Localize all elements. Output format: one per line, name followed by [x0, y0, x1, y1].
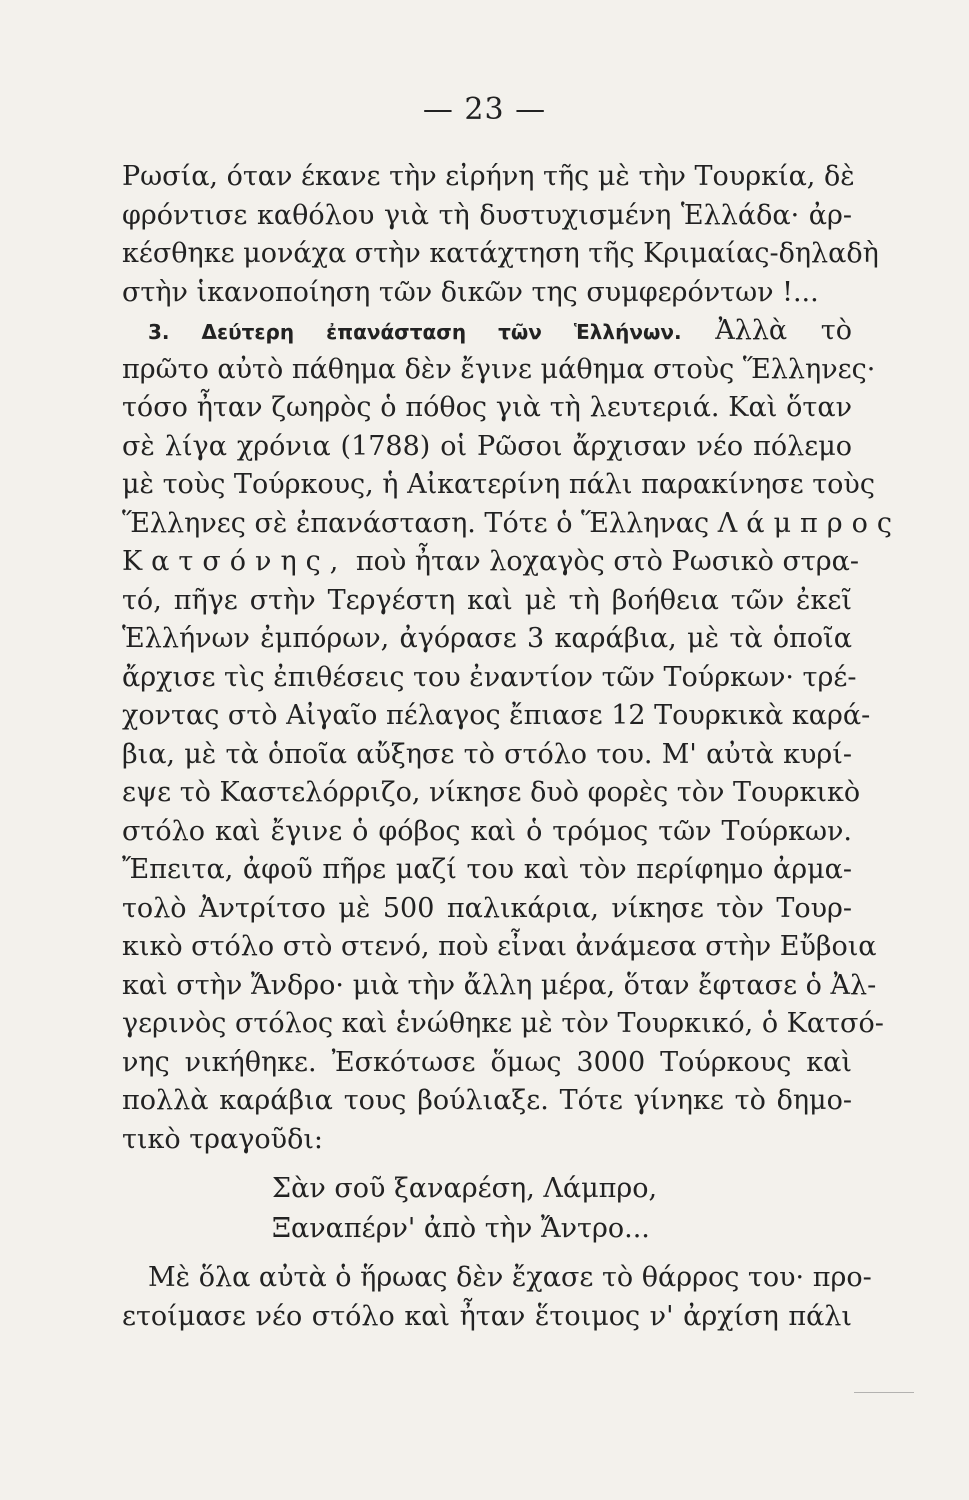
text-line: πολλὰ καράβια τους βούλιαξε. Τότε γίνηκε τὸ δημο-	[122, 1085, 852, 1116]
text-line: στόλο καὶ ἔγινε ὁ φόβος καὶ ὁ τρόμος τῶν Τούρκων.	[122, 815, 852, 847]
section-heading: 3. Δεύτερη ἐπανάσταση τῶν Ἑλλήνων.	[148, 320, 682, 344]
text-line: τόσο ἦταν ζωηρὸς ὁ πόθος γιὰ τὴ λευτεριά. Καὶ ὅταν	[122, 392, 852, 423]
print-smudge	[854, 1392, 914, 1401]
text-line: γερινὸς στόλος καὶ ἑνώθηκε μὲ τὸν Τουρκικό, ὁ Κατσό-	[122, 1008, 884, 1039]
text-line: βια, μὲ τὰ ὁποῖα αὔξησε τὸ στόλο του. Μ' αὐτὰ κυρί-	[122, 738, 852, 770]
text-line: μὲ τοὺς Τούρκους, ἡ Αἰκατερίνη πάλι παρακίνησε τοὺς	[122, 469, 875, 500]
text-line: ἄρχισε τὶς ἐπιθέσεις του ἐναντίον τῶν Τούρκων· τρέ-	[122, 661, 857, 693]
text-line: χοντας στὸ Αἰγαῖο πέλαγος ἔπιασε 12 Τουρκικὰ καρά-	[122, 700, 871, 731]
verse-stanza	[122, 1169, 852, 1249]
emphasized-name: Κατσόνης,	[122, 546, 348, 577]
text-fragment: ποὺ ἦταν λοχαγὸς στὸ Ρωσικὸ στρα-	[355, 546, 860, 577]
text-line: κέσθηκε μονάχα στὴν κατάχτηση τῆς Κριμαίας-δηλαδὴ	[122, 238, 879, 269]
text-line: τικὸ τραγοῦδι:	[122, 1123, 324, 1155]
text-line: κικὸ στόλο στὸ στενό, ποὺ εἶναι ἀνάμεσα στὴν Εὔβοια	[122, 931, 877, 962]
text-line: καὶ στὴν Ἄνδρο· μιὰ τὴν ἄλλη μέρα, ὅταν ἔφτασε ὁ Ἀλ-	[122, 969, 877, 1001]
text-line: Ἔπειτα, ἀφοῦ πῆρε μαζί του καὶ τὸν περίφημο ἀρμα-	[122, 854, 852, 885]
text-line: στὴν ἱκανοποίηση τῶν δικῶν της συμφερόντων !...	[122, 276, 819, 308]
text-line: τολὸ Ἀντρίτσο μὲ 500 παλικάρια, νίκησε τὸν Τουρ-	[122, 892, 852, 924]
text-line: Ρωσία, όταν έκανε τὴν εἰρήνη τῆς μὲ τὴν Τουρκία, δὲ	[122, 161, 855, 192]
emphasized-name: Λάμπρος	[717, 507, 902, 539]
text-line: εψε τὸ Καστελόρριζο, νίκησε δυὸ φορὲς τὸν Τουρκικὸ	[122, 777, 861, 808]
text-line: ετοίμασε νέο στόλο καὶ ἦταν ἕτοιμος ν' ἀρχίση πάλι	[122, 1300, 852, 1332]
text-line: τό, πῆγε στὴν Τεργέστη καὶ μὲ τὴ βοήθεια τῶν ἐκεῖ	[122, 584, 852, 616]
text-line	[122, 505, 902, 544]
text-line: νης νικήθηκε. Ἐσκότωσε ὅμως 3000 Τούρκους καὶ	[122, 1046, 852, 1078]
body-text	[122, 158, 902, 1336]
text-line: Μὲ ὅλα αὐτὰ ὁ ἥρωας δὲν ἔχασε τὸ θάρρος του· προ-	[148, 1262, 872, 1293]
verse-line: Σὰν σοῦ ξαναρέση, Λάμπρο,	[272, 1173, 658, 1204]
text-fragment: Ἕλληνες σὲ ἐπανάσταση. Τότε ὁ Ἕλληνας	[122, 507, 710, 539]
text-line	[122, 543, 860, 582]
section-heading-line	[122, 312, 852, 351]
text-line: φρόντισε καθόλου γιὰ τὴ δυστυχισμένη Ἑλλάδα· ἀρ-	[122, 199, 852, 231]
text-line: πρῶτο αὐτὸ πάθημα δὲν ἔγινε μάθημα στοὺς Ἕλληνες·	[122, 353, 876, 385]
text-fragment: Ἀλλὰ τὸ	[715, 315, 852, 346]
text-line: σὲ λίγα χρόνια (1788) οἱ Ρῶσοι ἄρχισαν νέο πόλεμο	[122, 430, 852, 462]
verse-line: Ξαναπέρν' ἀπὸ τὴν Ἄντρο...	[272, 1213, 650, 1244]
page-number: — 23 —	[422, 92, 547, 127]
text-line: Ἑλλήνων ἐμπόρων, ἀγόρασε 3 καράβια, μὲ τὰ ὁποῖα	[122, 623, 852, 654]
